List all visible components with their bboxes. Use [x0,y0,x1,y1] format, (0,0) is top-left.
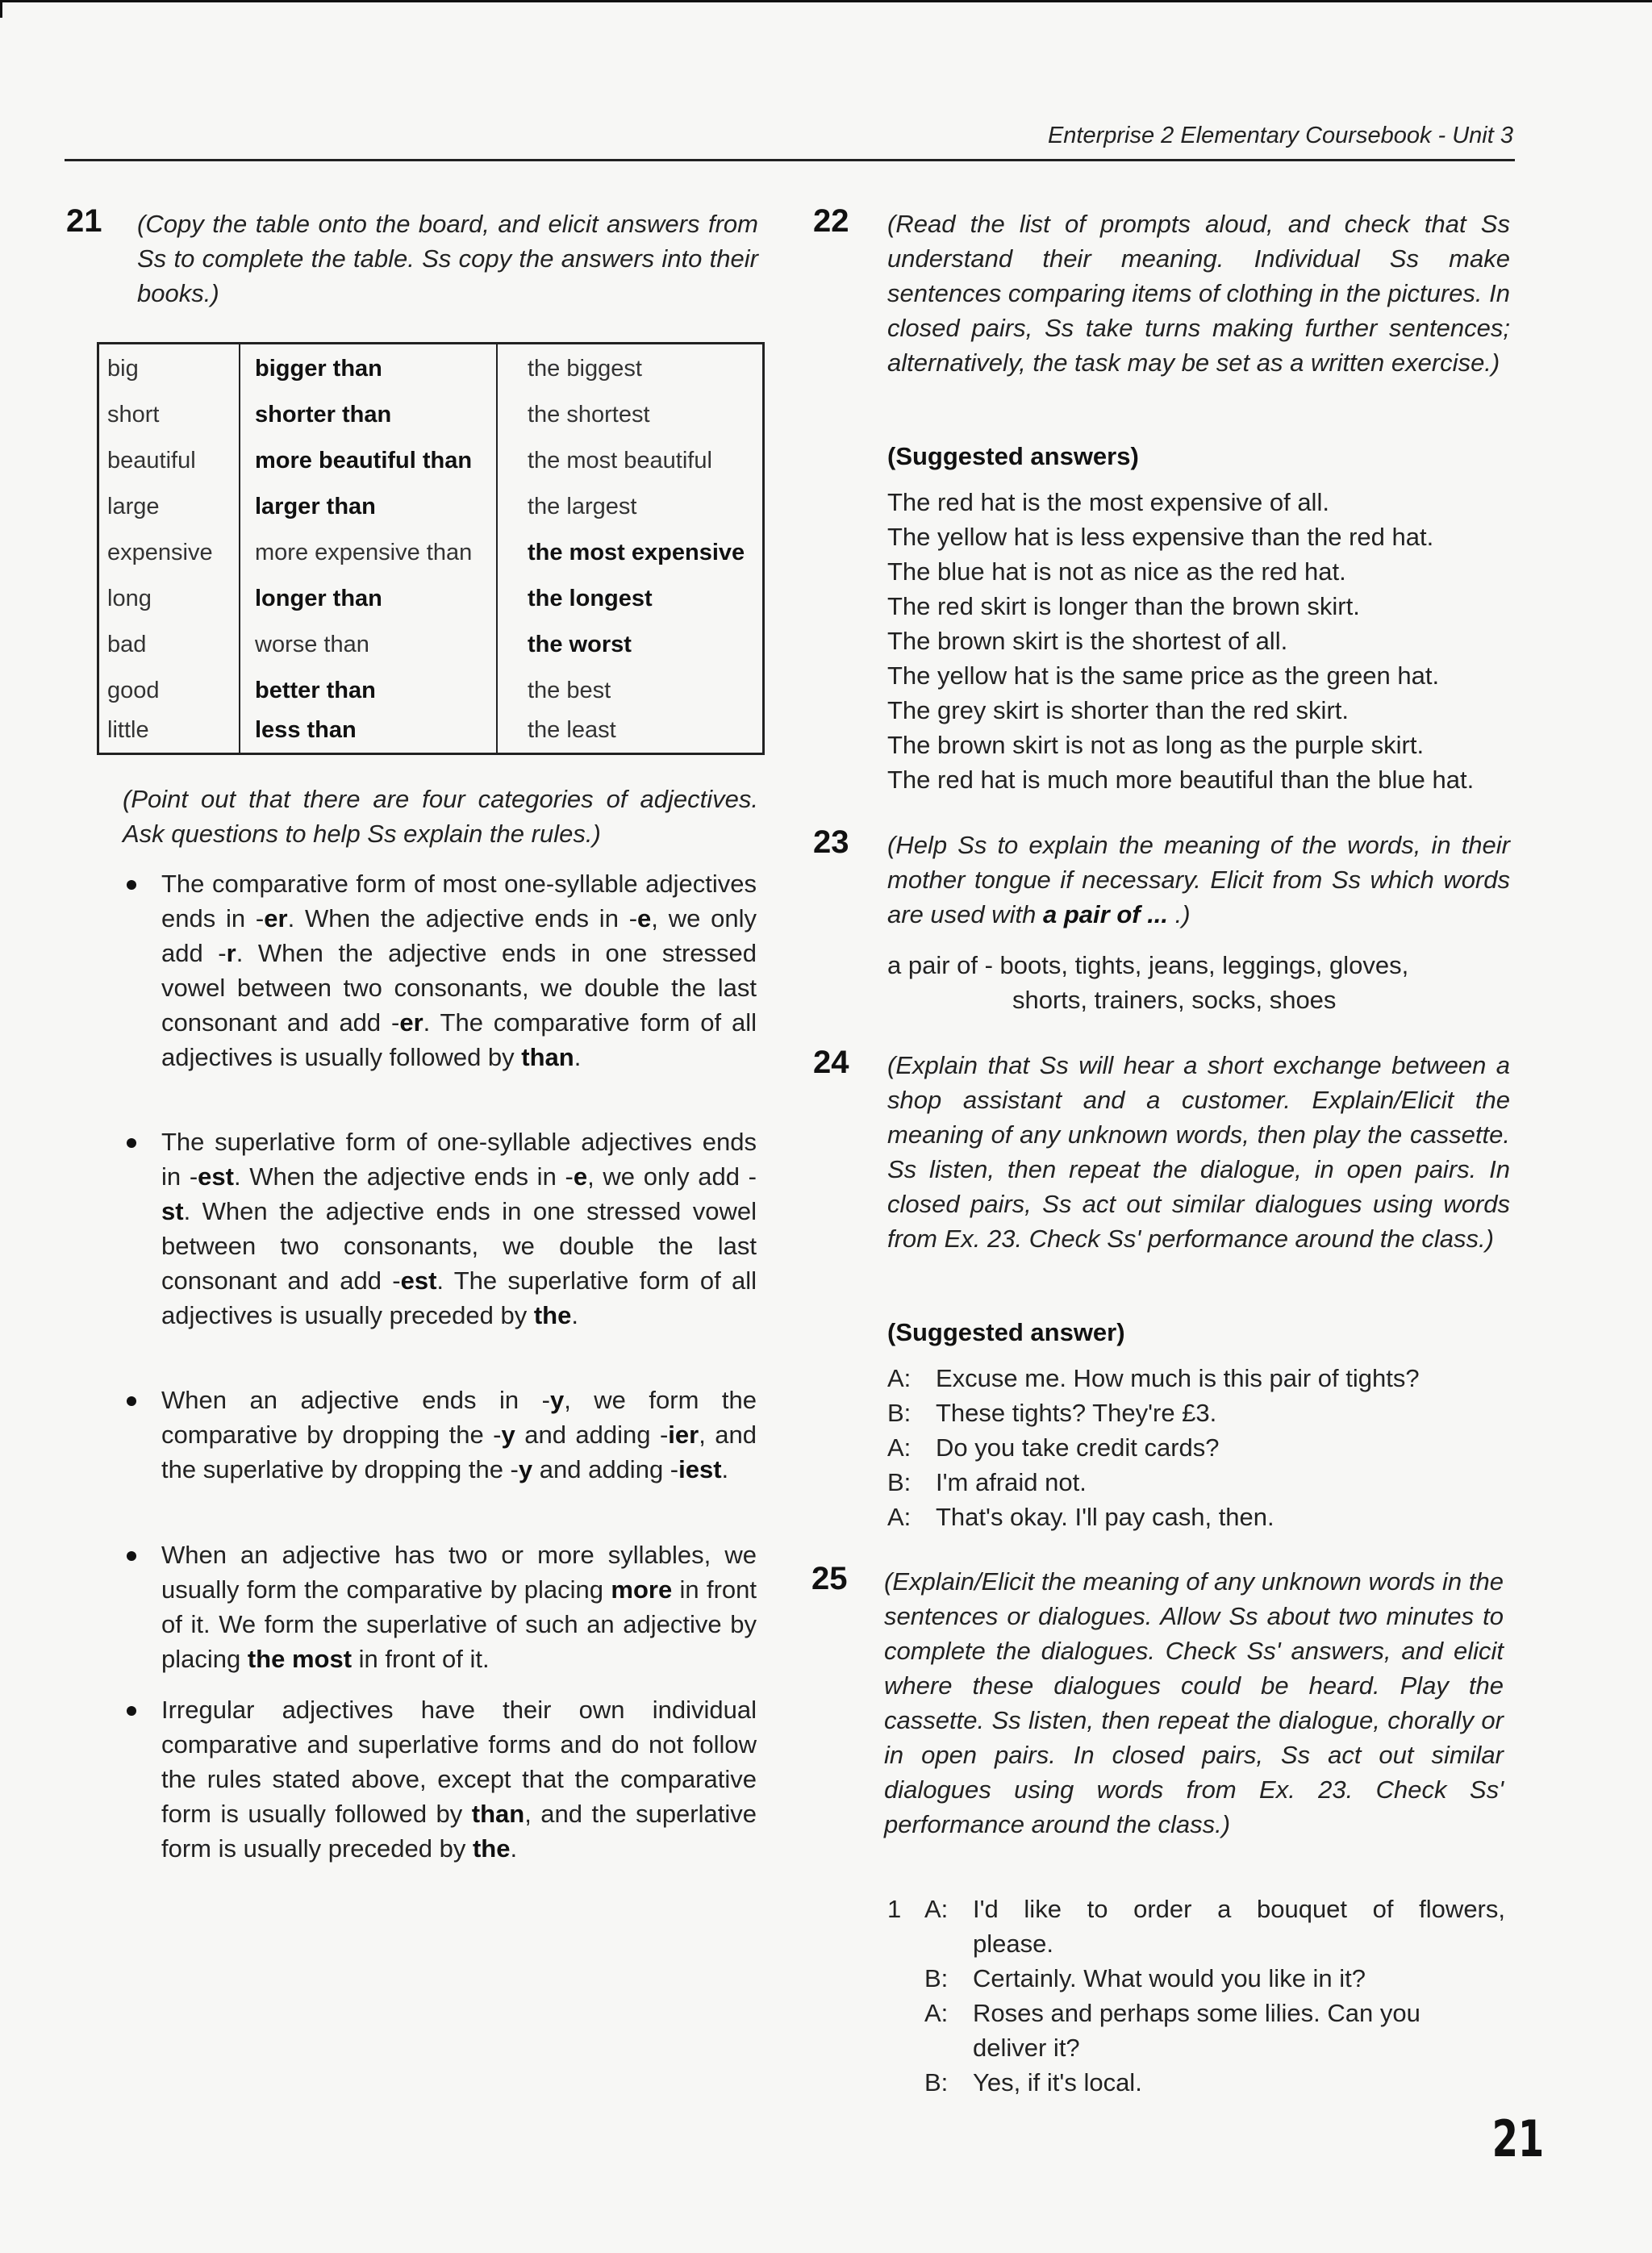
dialogue-line: B: I'm afraid not. [887,1468,1087,1496]
table-cell: the best [528,678,611,703]
dialogue-line: B: Certainly. What would you like in it? [924,1964,1366,1992]
rule-bullet-3: When an adjective ends in -y, we form the comparative by dropping the -y and adding -ier, and the superlative by dropping the -y and adding -iest. [161,1386,757,1483]
exercise-22-number: 22 [813,203,849,239]
rule-bullet-2: The superlative form of one-syllable adjectives ends in -est. When the adjective ends in -e, we only add -st. When the adjective ends in one stressed vowel between two consonants, we double the last consonant and add -est. The superlative form of all adjectives is usually preceded by the. [161,1128,757,1329]
exercise-23-instruction: (Help Ss to explain the meaning of the words, in their mother tongue if necessary. Elicit from Ss which words are used with a pair of ... .) [887,831,1510,928]
exercise-25-instruction: (Explain/Elicit the meaning of any unknown words in the sentences or dialogues. Allow Ss about two minutes to complete the dialogues. Check Ss' answers, and elicit where these dialogues could be heard. Play the cassette. Ss listen, then repeat the dialogue, chorally or in open pairs. In closed pairs, Ss act out similar dialogues using words from Ex. 23. Check Ss' performance around the class.) [884,1567,1504,1838]
table-cell: more beautiful than [255,448,473,474]
dialogue-line: A: That's okay. I'll pay cash, then. [887,1503,1274,1531]
exercise-22-instruction: (Read the list of prompts aloud, and check that Ss understand their meaning. Individual Ss make sentences comparing items of clothing in the pictures. In closed pairs, Ss take turns making further sentences; alternatively, the task may be set as a written exercise.) [887,210,1510,377]
answer-line: The yellow hat is less expensive than the red hat. [887,523,1434,551]
exercise-23-number: 23 [813,824,849,860]
answer-line: The yellow hat is the same price as the green hat. [887,661,1440,690]
answer-line: The red hat is the most expensive of all. [887,488,1329,516]
table-cell: good [107,678,160,703]
dialogue-line: B: These tights? They're £3. [887,1399,1217,1427]
adjective-table [97,342,765,755]
table-divider [239,344,240,753]
rule-bullet-5: Irregular adjectives have their own individual comparative and superlative forms and do not follow the rules stated above, except that the comparative form is usually followed by than, and the superlative form is usually preceded by the. [161,1696,757,1863]
table-cell: bad [107,632,147,657]
table-cell: long [107,586,152,611]
dialogue-line: A: I'd like to order a bouquet of flowers, [924,1895,1505,1923]
table-cell: big [107,356,139,382]
dialogue-line: A: Do you take credit cards? [887,1433,1220,1462]
top-border-line [0,0,1652,2]
table-cell: large [107,494,160,519]
table-cell: little [107,717,149,743]
table-cell: bigger than [255,356,382,382]
table-cell: larger than [255,494,376,519]
table-cell: the largest [528,494,637,519]
dialogue-line: B: Yes, if it's local. [924,2068,1142,2097]
table-cell: the biggest [528,356,642,382]
pair-of-list-line-1: a pair of - boots, tights, jeans, leggings, gloves, [887,951,1409,979]
page-number: 21 [1491,2109,1544,2168]
exercise-21-number: 21 [66,203,102,239]
answer-line: The grey skirt is shorter than the red skirt. [887,696,1349,724]
table-cell: the worst [528,632,632,657]
table-cell: less than [255,717,357,743]
exercise-24-heading: (Suggested answer) [887,1318,1125,1346]
table-cell: better than [255,678,376,703]
pair-of-list-line-2: shorts, trainers, socks, shoes [1012,986,1337,1014]
exercise-24-instruction: (Explain that Ss will hear a short exchange between a shop assistant and a customer. Explain/Elicit the meaning of any unknown words, then play the cassette. Ss listen, then repeat the dialogue, in open pairs. In closed pairs, Ss act out similar dialogues using words from Ex. 23. Check Ss' performance around the class.) [887,1051,1510,1253]
table-cell: the longest [528,586,653,611]
dialogue-continuation: deliver it? [973,2034,1080,2062]
answer-line: The brown skirt is not as long as the purple skirt. [887,731,1425,759]
dialogue-line: A: Roses and perhaps some lilies. Can you [924,1999,1420,2027]
bullet-icon [127,1396,136,1406]
table-cell: the shortest [528,402,650,428]
exercise-21-note: (Point out that there are four categories of adjectives. Ask questions to help Ss explain the rules.) [123,785,758,848]
bullet-icon [127,1551,136,1561]
answer-line: The blue hat is not as nice as the red hat. [887,557,1346,586]
table-divider [496,344,498,753]
table-cell: worse than [255,632,369,657]
table-cell: the most beautiful [528,448,712,474]
dialogue-item-number: 1 [887,1895,902,1923]
exercise-22-heading: (Suggested answers) [887,442,1139,470]
table-cell: shorter than [255,402,392,428]
table-cell: beautiful [107,448,196,474]
rule-bullet-1: The comparative form of most one-syllable adjectives ends in -er. When the adjective ends in -e, we only add -r. When the adjective ends in one stressed vowel between two consonants, we double the last consonant and add -er. The comparative form of all adjectives is usually followed by than. [161,870,757,1071]
answer-line: The brown skirt is the shortest of all. [887,627,1288,655]
dialogue-line: A: Excuse me. How much is this pair of tights? [887,1364,1420,1392]
table-cell: longer than [255,586,382,611]
table-cell: short [107,402,160,428]
bullet-icon [127,1138,136,1148]
table-cell: more expensive than [255,540,473,565]
exercise-25-number: 25 [811,1561,848,1596]
corner-mark [0,0,2,18]
rule-bullet-4: When an adjective has two or more syllables, we usually form the comparative by placing more in front of it. We form the superlative of such an adjective by placing the most in front of it. [161,1541,757,1673]
dialogue-continuation: please. [973,1930,1053,1958]
answer-line: The red hat is much more beautiful than the blue hat. [887,766,1475,794]
table-cell: the least [528,717,616,743]
page-header-title: Enterprise 2 Elementary Coursebook - Unit 3 [1047,123,1513,148]
exercise-24-number: 24 [813,1045,849,1080]
bullet-icon [127,880,136,890]
header-rule [65,159,1515,161]
bullet-icon [127,1706,136,1716]
table-cell: expensive [107,540,213,565]
table-cell: the most expensive [528,540,745,565]
exercise-21-instruction: (Copy the table onto the board, and elicit answers from Ss to complete the table. Ss copy the answers into their books.) [137,210,758,307]
answer-line: The red skirt is longer than the brown skirt. [887,592,1360,620]
